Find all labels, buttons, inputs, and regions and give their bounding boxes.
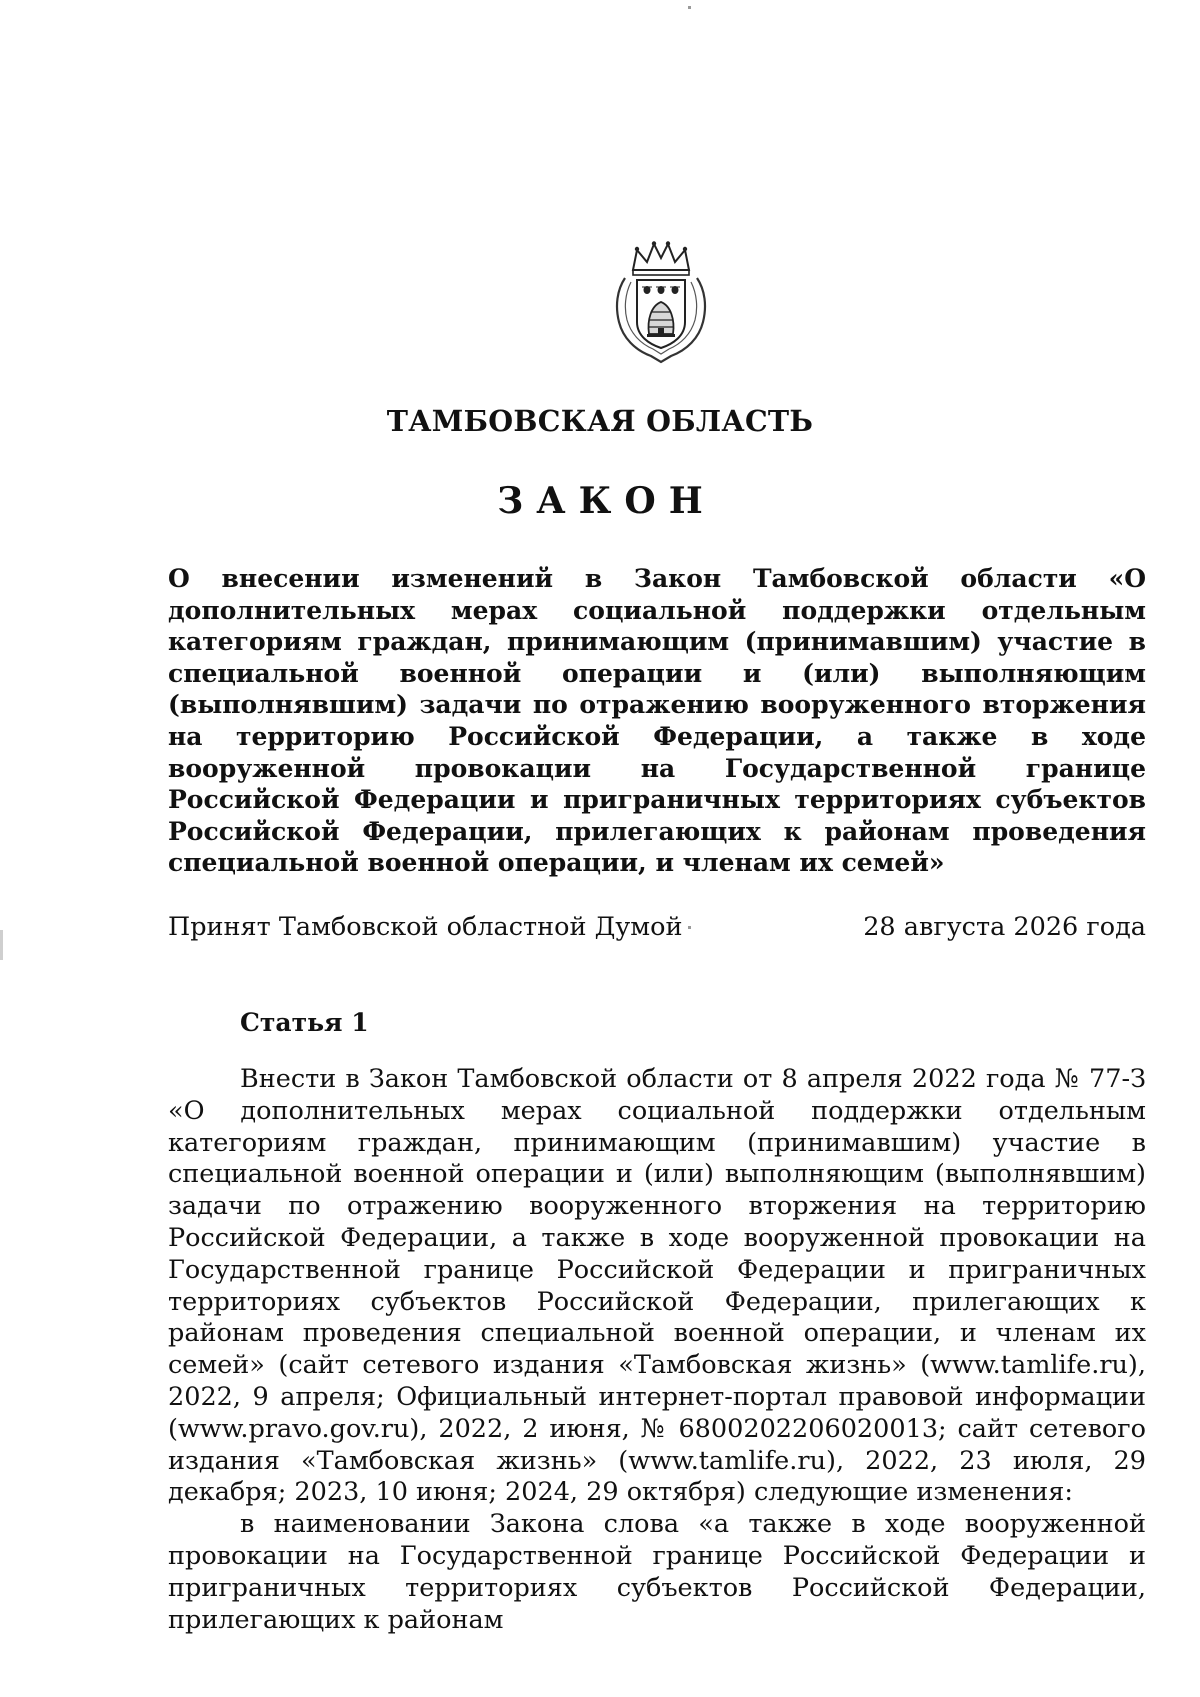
adoption-line — [168, 910, 1146, 944]
article-paragraph: Внести в Закон Тамбовской области от 8 апреля 2022 года № 77-З «О дополнительных мерах социальной поддержки отдельным категориям граждан, принимающим (принимавшим) участие в специальной военной операции и (или) выполняющим (выполнявшим) задачи по отражению вооруженного вторжения на территорию Российской Федерации, а также в ходе вооруженной провокации на Государственной границе Российской Федерации и приграничных территориях субъектов Российской Федерации, прилегающих к районам проведения специальной военной операции, и членам их семей» (сайт сетевого издания «Тамбовская жизнь» (www.tamlife.ru), 2022, 9 апреля; Официальный интернет-портал правовой информации (www.pravo.gov.ru), 2022, 2 июня, № 6800202206020013; сайт сетевого издания «Тамбовская жизнь» (www.tamlife.ru), 2022, 23 июля, 29 декабря; 2023, 10 июня; 2024, 29 октября) следующие изменения: — [168, 1064, 1146, 1508]
law-title: О внесении изменений в Закон Тамбовской области «О дополнительных мерах социальной поддержки отдельным категориям граждан, принимающим (принимавшим) участие в специальной военной операции и (или) выполняющим (выполнявшим) задачи по отражению вооруженного вторжения на территорию Российской Федерации, а также в ходе вооруженной провокации на Государственной границе Российской Федерации и приграничных территориях субъектов Российской Федерации, прилегающих к районам проведения специальной военной операции, и членам их семей» — [168, 564, 1146, 878]
region-name: ТАМБОВСКАЯ ОБЛАСТЬ — [386, 404, 814, 438]
article-paragraph: в наименовании Закона слова «а также в ходе вооруженной провокации на Государственной границе Российской Федерации и приграничных территориях субъектов Российской Федерации, прилегающих к районам — [168, 1509, 1146, 1635]
document-type: ЗАКОН — [497, 480, 716, 522]
adoption-date: 28 августа 2026 года — [863, 912, 1146, 942]
adopted-by: Принят Тамбовской областной Думой — [168, 912, 683, 942]
scan-mark — [0, 930, 3, 960]
coat-of-arms-icon — [611, 240, 711, 366]
article-heading: Статья 1 — [240, 1008, 369, 1037]
article-body — [168, 1064, 1146, 1636]
scan-mark — [688, 6, 691, 9]
scan-mark — [688, 926, 691, 929]
